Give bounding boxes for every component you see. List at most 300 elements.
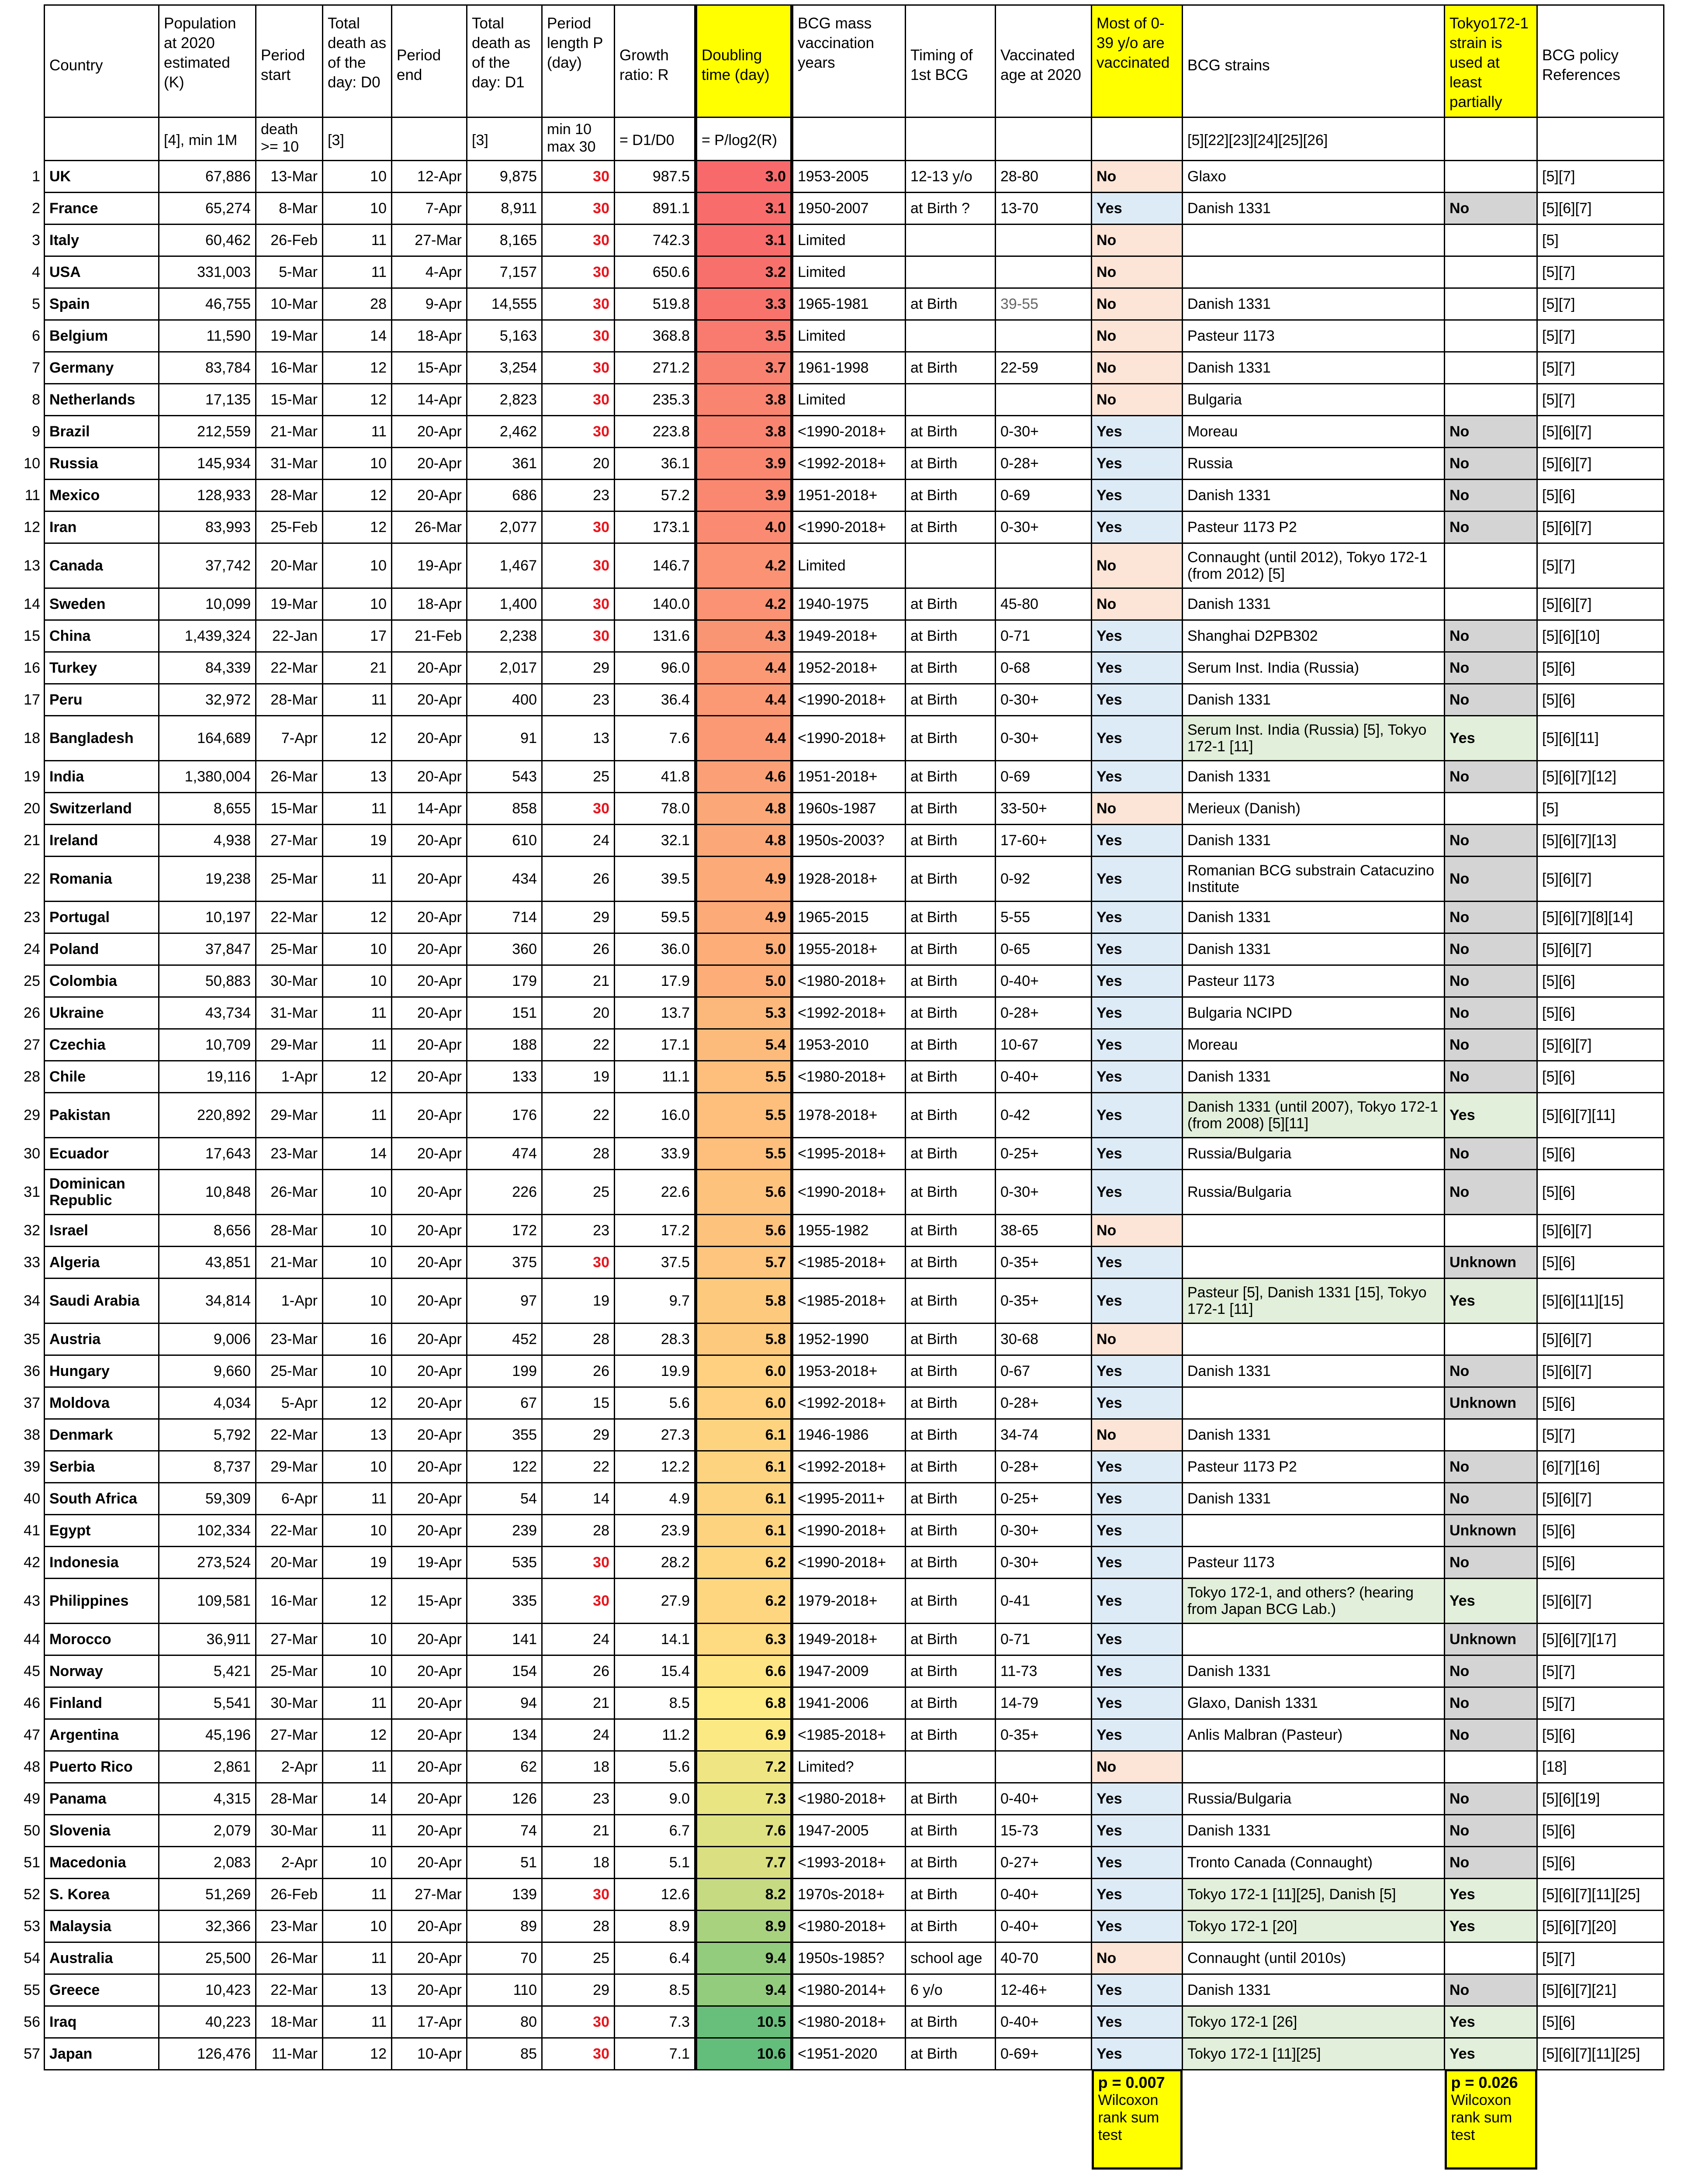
table-row <box>45 448 1664 480</box>
d1-cell: 239 <box>467 1515 542 1547</box>
growth-ratio-cell: 223.8 <box>615 416 696 448</box>
country-cell: Mexico <box>45 480 159 511</box>
period-end-cell: 20-Apr <box>392 1215 467 1247</box>
table-row <box>45 161 1664 193</box>
period-end-cell: 20-Apr <box>392 716 467 761</box>
table-row <box>45 1624 1664 1655</box>
table-row <box>45 716 1664 761</box>
growth-ratio-cell: 9.7 <box>615 1279 696 1324</box>
period-length-cell: 24 <box>542 1624 615 1655</box>
tokyo-cell: No <box>1445 1719 1537 1751</box>
period-length-cell: 30 <box>542 384 615 416</box>
bcg-years-cell: 1950s-2003? <box>792 825 906 857</box>
timing-cell: at Birth <box>906 352 996 384</box>
period-start-cell: 1-Apr <box>256 1279 323 1324</box>
strain-cell: Shanghai D2PB302 <box>1183 620 1445 652</box>
timing-cell: at Birth <box>906 997 996 1029</box>
doubling-time-cell: 5.3 <box>696 997 792 1029</box>
d1-cell: 452 <box>467 1324 542 1355</box>
table-row <box>45 320 1664 352</box>
growth-ratio-cell: 742.3 <box>615 225 696 256</box>
timing-cell: 6 y/o <box>906 1974 996 2006</box>
country-cell: Germany <box>45 352 159 384</box>
row-number: 52 <box>24 1886 40 1903</box>
population-cell: 331,003 <box>159 256 256 288</box>
table-row <box>45 1215 1664 1247</box>
vaccinated-age-cell: 0-35+ <box>996 1279 1092 1324</box>
population-cell: 37,847 <box>159 933 256 965</box>
period-length-cell: 30 <box>542 588 615 620</box>
d0-cell: 11 <box>323 416 392 448</box>
population-cell: 36,911 <box>159 1624 256 1655</box>
most-vaccinated-cell: Yes <box>1092 1093 1183 1138</box>
period-length-cell: 30 <box>542 193 615 225</box>
country-cell: USA <box>45 256 159 288</box>
growth-ratio-cell: 15.4 <box>615 1655 696 1687</box>
d0-cell: 11 <box>323 256 392 288</box>
d0-cell: 11 <box>323 1815 392 1847</box>
table-row <box>45 193 1664 225</box>
table-row <box>45 511 1664 543</box>
most-vaccinated-cell: Yes <box>1092 1029 1183 1061</box>
most-vaccinated-cell: Yes <box>1092 2038 1183 2070</box>
table-row <box>45 1687 1664 1719</box>
country-cell: Australia <box>45 1942 159 1974</box>
table-row <box>45 1029 1664 1061</box>
header-tokyo-strain: Tokyo172-1 strain is used at least partially <box>1445 5 1537 117</box>
vaccinated-age-cell: 0-67 <box>996 1355 1092 1387</box>
vaccinated-age-cell: 0-65 <box>996 933 1092 965</box>
tokyo-cell: Yes <box>1445 2038 1537 2070</box>
country-cell: Malaysia <box>45 1911 159 1942</box>
d0-cell: 19 <box>323 825 392 857</box>
most-vaccinated-cell: Yes <box>1092 1815 1183 1847</box>
subheader-period-start: death >= 10 <box>256 117 323 161</box>
doubling-time-cell: 4.2 <box>696 543 792 588</box>
country-cell: France <box>45 193 159 225</box>
doubling-time-cell: 7.7 <box>696 1847 792 1879</box>
country-cell: Hungary <box>45 1355 159 1387</box>
row-number: 55 <box>24 1982 40 1998</box>
period-start-cell: 5-Mar <box>256 256 323 288</box>
policy-ref-cell: [5][7] <box>1537 161 1664 193</box>
period-end-cell: 20-Apr <box>392 1687 467 1719</box>
period-length-cell: 22 <box>542 1451 615 1483</box>
header-period-length: Period length P (day) <box>542 5 615 117</box>
d1-cell: 1,400 <box>467 588 542 620</box>
doubling-time-cell: 6.0 <box>696 1355 792 1387</box>
growth-ratio-cell: 12.2 <box>615 1451 696 1483</box>
country-cell: Moldova <box>45 1387 159 1419</box>
most-vaccinated-cell: Yes <box>1092 1247 1183 1279</box>
subheader-timing <box>906 117 996 161</box>
timing-cell: at Birth <box>906 1451 996 1483</box>
timing-cell: at Birth <box>906 1029 996 1061</box>
period-end-cell: 20-Apr <box>392 1138 467 1170</box>
strain-cell: Glaxo <box>1183 161 1445 193</box>
tokyo-cell: No <box>1445 511 1537 543</box>
bcg-covid-table <box>44 4 1664 2070</box>
d0-cell: 12 <box>323 2038 392 2070</box>
most-vaccinated-cell: Yes <box>1092 1911 1183 1942</box>
bcg-years-cell: 1965-2015 <box>792 902 906 933</box>
period-end-cell: 20-Apr <box>392 902 467 933</box>
row-number: 6 <box>32 328 40 344</box>
doubling-time-cell: 6.2 <box>696 1547 792 1579</box>
table-row <box>45 1783 1664 1815</box>
d1-cell: 62 <box>467 1751 542 1783</box>
timing-cell <box>906 225 996 256</box>
growth-ratio-cell: 37.5 <box>615 1247 696 1279</box>
doubling-time-cell: 5.5 <box>696 1138 792 1170</box>
d1-cell: 110 <box>467 1974 542 2006</box>
most-vaccinated-cell: Yes <box>1092 761 1183 793</box>
strain-cell: Pasteur 1173 <box>1183 1547 1445 1579</box>
row-number: 49 <box>24 1790 40 1807</box>
strain-cell: Tokyo 172-1 [20] <box>1183 1911 1445 1942</box>
row-number: 32 <box>24 1222 40 1239</box>
row-number: 19 <box>24 768 40 785</box>
vaccinated-age-cell: 5-55 <box>996 902 1092 933</box>
period-length-cell: 26 <box>542 857 615 902</box>
d1-cell: 54 <box>467 1483 542 1515</box>
population-cell: 1,380,004 <box>159 761 256 793</box>
d0-cell: 11 <box>323 1879 392 1911</box>
doubling-time-cell: 7.2 <box>696 1751 792 1783</box>
bcg-years-cell: 1953-2010 <box>792 1029 906 1061</box>
strain-cell: Danish 1331 <box>1183 352 1445 384</box>
period-length-cell: 28 <box>542 1138 615 1170</box>
strain-cell: Danish 1331 <box>1183 1061 1445 1093</box>
period-start-cell: 26-Feb <box>256 1879 323 1911</box>
vaccinated-age-cell: 0-40+ <box>996 965 1092 997</box>
timing-cell: at Birth <box>906 620 996 652</box>
timing-cell: at Birth <box>906 511 996 543</box>
growth-ratio-cell: 5.1 <box>615 1847 696 1879</box>
growth-ratio-cell: 27.3 <box>615 1419 696 1451</box>
d0-cell: 10 <box>323 193 392 225</box>
doubling-time-cell: 5.8 <box>696 1324 792 1355</box>
d0-cell: 12 <box>323 716 392 761</box>
period-end-cell: 20-Apr <box>392 1451 467 1483</box>
most-vaccinated-cell: Yes <box>1092 965 1183 997</box>
row-number: 25 <box>24 973 40 989</box>
d1-cell: 400 <box>467 684 542 716</box>
doubling-time-cell: 3.1 <box>696 225 792 256</box>
country-cell: Ukraine <box>45 997 159 1029</box>
population-cell: 34,814 <box>159 1279 256 1324</box>
bcg-years-cell: 1949-2018+ <box>792 1624 906 1655</box>
country-cell: Panama <box>45 1783 159 1815</box>
period-start-cell: 25-Mar <box>256 1355 323 1387</box>
period-length-cell: 23 <box>542 1215 615 1247</box>
vaccinated-age-cell: 0-28+ <box>996 1451 1092 1483</box>
tokyo-cell: Yes <box>1445 1579 1537 1624</box>
population-cell: 164,689 <box>159 716 256 761</box>
d0-cell: 10 <box>323 1911 392 1942</box>
table-row <box>45 1815 1664 1847</box>
policy-ref-cell: [5][6] <box>1537 480 1664 511</box>
period-start-cell: 20-Mar <box>256 543 323 588</box>
header-d1: Total death as of the day: D1 <box>467 5 542 117</box>
d0-cell: 14 <box>323 1138 392 1170</box>
d0-cell: 10 <box>323 1170 392 1215</box>
d1-cell: 70 <box>467 1942 542 1974</box>
policy-ref-cell: [5][6][7] <box>1537 1483 1664 1515</box>
d1-cell: 474 <box>467 1138 542 1170</box>
d1-cell: 335 <box>467 1579 542 1624</box>
row-number: 3 <box>32 232 40 249</box>
doubling-time-cell: 4.8 <box>696 793 792 825</box>
timing-cell: at Birth <box>906 1247 996 1279</box>
population-cell: 2,079 <box>159 1815 256 1847</box>
population-cell: 128,933 <box>159 480 256 511</box>
period-end-cell: 10-Apr <box>392 2038 467 2070</box>
country-cell: Macedonia <box>45 1847 159 1879</box>
period-length-cell: 29 <box>542 902 615 933</box>
country-cell: Slovenia <box>45 1815 159 1847</box>
tokyo-cell <box>1445 256 1537 288</box>
population-cell: 32,366 <box>159 1911 256 1942</box>
doubling-time-cell: 4.2 <box>696 588 792 620</box>
period-length-cell: 15 <box>542 1387 615 1419</box>
most-vaccinated-cell: No <box>1092 1324 1183 1355</box>
most-vaccinated-cell: Yes <box>1092 1138 1183 1170</box>
d1-cell: 8,911 <box>467 193 542 225</box>
policy-ref-cell: [5][6][7] <box>1537 1029 1664 1061</box>
bcg-years-cell: 1947-2005 <box>792 1815 906 1847</box>
population-cell: 8,737 <box>159 1451 256 1483</box>
table-row <box>45 1847 1664 1879</box>
d0-cell: 11 <box>323 1029 392 1061</box>
bcg-years-cell: 1970s-2018+ <box>792 1879 906 1911</box>
growth-ratio-cell: 23.9 <box>615 1515 696 1547</box>
tokyo-cell <box>1445 320 1537 352</box>
period-start-cell: 29-Mar <box>256 1029 323 1061</box>
country-cell: Netherlands <box>45 384 159 416</box>
most-vaccinated-cell: No <box>1092 161 1183 193</box>
period-end-cell: 4-Apr <box>392 256 467 288</box>
doubling-time-cell: 5.5 <box>696 1093 792 1138</box>
table-row <box>45 1974 1664 2006</box>
growth-ratio-cell: 33.9 <box>615 1138 696 1170</box>
growth-ratio-cell: 12.6 <box>615 1879 696 1911</box>
period-start-cell: 26-Mar <box>256 1170 323 1215</box>
growth-ratio-cell: 7.3 <box>615 2006 696 2038</box>
growth-ratio-cell: 11.1 <box>615 1061 696 1093</box>
most-vaccinated-cell: Yes <box>1092 1783 1183 1815</box>
period-start-cell: 22-Mar <box>256 1419 323 1451</box>
population-cell: 10,423 <box>159 1974 256 2006</box>
table-row <box>45 256 1664 288</box>
period-end-cell: 20-Apr <box>392 1783 467 1815</box>
country-cell: Algeria <box>45 1247 159 1279</box>
strain-cell: Danish 1331 <box>1183 1974 1445 2006</box>
bcg-years-cell: 1955-1982 <box>792 1215 906 1247</box>
row-number: 23 <box>24 909 40 926</box>
doubling-time-cell: 5.7 <box>696 1247 792 1279</box>
tokyo-cell: No <box>1445 1547 1537 1579</box>
growth-ratio-cell: 146.7 <box>615 543 696 588</box>
bcg-years-cell: <1992-2018+ <box>792 1387 906 1419</box>
period-start-cell: 16-Mar <box>256 1579 323 1624</box>
growth-ratio-cell: 9.0 <box>615 1783 696 1815</box>
doubling-time-cell: 3.2 <box>696 256 792 288</box>
country-cell: South Africa <box>45 1483 159 1515</box>
policy-ref-cell: [5][6][7] <box>1537 588 1664 620</box>
period-end-cell: 12-Apr <box>392 161 467 193</box>
bcg-years-cell: Limited <box>792 384 906 416</box>
row-number: 21 <box>24 832 40 849</box>
period-start-cell: 22-Mar <box>256 652 323 684</box>
population-cell: 83,993 <box>159 511 256 543</box>
bcg-years-cell: 1979-2018+ <box>792 1579 906 1624</box>
d0-cell: 10 <box>323 161 392 193</box>
vaccinated-age-cell: 45-80 <box>996 588 1092 620</box>
row-number: 54 <box>24 1950 40 1966</box>
period-length-cell: 23 <box>542 684 615 716</box>
table-row <box>45 1061 1664 1093</box>
doubling-time-cell: 6.3 <box>696 1624 792 1655</box>
bcg-years-cell: 1950-2007 <box>792 193 906 225</box>
period-start-cell: 31-Mar <box>256 997 323 1029</box>
header-bcg-strains: BCG strains <box>1183 5 1445 117</box>
growth-ratio-cell: 519.8 <box>615 288 696 320</box>
table-row <box>45 1355 1664 1387</box>
policy-ref-cell: [5][7] <box>1537 320 1664 352</box>
bcg-years-cell: <1980-2018+ <box>792 2006 906 2038</box>
most-vaccinated-cell: Yes <box>1092 1451 1183 1483</box>
bcg-years-cell: 1978-2018+ <box>792 1093 906 1138</box>
doubling-time-cell: 3.1 <box>696 193 792 225</box>
country-cell: Serbia <box>45 1451 159 1483</box>
d0-cell: 12 <box>323 902 392 933</box>
period-end-cell: 15-Apr <box>392 1579 467 1624</box>
timing-cell: at Birth <box>906 1170 996 1215</box>
table-row <box>45 1138 1664 1170</box>
period-length-cell: 30 <box>542 352 615 384</box>
period-end-cell: 20-Apr <box>392 965 467 997</box>
bcg-years-cell: <1980-2014+ <box>792 1974 906 2006</box>
country-cell: Canada <box>45 543 159 588</box>
most-vaccinated-cell: Yes <box>1092 1579 1183 1624</box>
row-number: 42 <box>24 1554 40 1571</box>
tokyo-cell: No <box>1445 1815 1537 1847</box>
period-length-cell: 26 <box>542 1355 615 1387</box>
policy-ref-cell: [5][6] <box>1537 1061 1664 1093</box>
period-length-cell: 30 <box>542 1579 615 1624</box>
tokyo-cell: No <box>1445 1061 1537 1093</box>
country-cell: S. Korea <box>45 1879 159 1911</box>
d1-cell: 5,163 <box>467 320 542 352</box>
bcg-years-cell: 1961-1998 <box>792 352 906 384</box>
header-population: Population at 2020 estimated (K) <box>159 5 256 117</box>
country-cell: Iran <box>45 511 159 543</box>
country-cell: Portugal <box>45 902 159 933</box>
period-length-cell: 24 <box>542 1719 615 1751</box>
header-row <box>45 5 1664 117</box>
country-cell: India <box>45 761 159 793</box>
timing-cell: at Birth <box>906 1547 996 1579</box>
bcg-years-cell: Limited <box>792 256 906 288</box>
row-number: 35 <box>24 1331 40 1348</box>
bcg-years-cell: 1928-2018+ <box>792 857 906 902</box>
country-cell: Russia <box>45 448 159 480</box>
d0-cell: 11 <box>323 1093 392 1138</box>
timing-cell <box>906 256 996 288</box>
most-vaccinated-cell: Yes <box>1092 933 1183 965</box>
d1-cell: 91 <box>467 716 542 761</box>
d0-cell: 11 <box>323 2006 392 2038</box>
strain-cell: Tokyo 172-1 [11][25] <box>1183 2038 1445 2070</box>
vaccinated-age-cell: 0-92 <box>996 857 1092 902</box>
country-cell: China <box>45 620 159 652</box>
timing-cell: at Birth <box>906 1655 996 1687</box>
doubling-time-cell: 5.0 <box>696 965 792 997</box>
period-length-cell: 26 <box>542 933 615 965</box>
period-length-cell: 30 <box>542 416 615 448</box>
population-cell: 109,581 <box>159 1579 256 1624</box>
most-vaccinated-cell: Yes <box>1092 1687 1183 1719</box>
policy-ref-cell: [5][6][19] <box>1537 1783 1664 1815</box>
period-length-cell: 29 <box>542 652 615 684</box>
row-number: 4 <box>32 264 40 280</box>
period-start-cell: 27-Mar <box>256 825 323 857</box>
timing-cell: at Birth <box>906 825 996 857</box>
vaccinated-age-cell: 14-79 <box>996 1687 1092 1719</box>
row-number: 15 <box>24 628 40 644</box>
d0-cell: 10 <box>323 933 392 965</box>
tokyo-cell: Unknown <box>1445 1515 1537 1547</box>
doubling-time-cell: 6.1 <box>696 1419 792 1451</box>
tokyo-cell <box>1445 543 1537 588</box>
row-number: 30 <box>24 1145 40 1162</box>
table-row <box>45 1547 1664 1579</box>
policy-ref-cell: [5][6][7] <box>1537 857 1664 902</box>
policy-ref-cell: [5][6] <box>1537 997 1664 1029</box>
bcg-years-cell: 1960s-1987 <box>792 793 906 825</box>
population-cell: 84,339 <box>159 652 256 684</box>
vaccinated-age-cell: 0-35+ <box>996 1719 1092 1751</box>
bcg-years-cell: 1950s-1985? <box>792 1942 906 1974</box>
period-length-cell: 21 <box>542 1815 615 1847</box>
d1-cell: 126 <box>467 1783 542 1815</box>
population-cell: 4,315 <box>159 1783 256 1815</box>
period-length-cell: 29 <box>542 1974 615 2006</box>
strain-cell: Tokyo 172-1 [26] <box>1183 2006 1445 2038</box>
most-vaccinated-cell: No <box>1092 543 1183 588</box>
strain-cell: Danish 1331 <box>1183 193 1445 225</box>
d1-cell: 9,875 <box>467 161 542 193</box>
timing-cell: at Birth <box>906 1061 996 1093</box>
policy-ref-cell: [5][6][11][15] <box>1537 1279 1664 1324</box>
population-cell: 10,197 <box>159 902 256 933</box>
timing-cell: at Birth <box>906 1847 996 1879</box>
table-row <box>45 2038 1664 2070</box>
policy-ref-cell: [5][7] <box>1537 1419 1664 1451</box>
period-length-cell: 22 <box>542 1029 615 1061</box>
d1-cell: 133 <box>467 1061 542 1093</box>
table-row <box>45 225 1664 256</box>
policy-ref-cell: [5][6][7][8][14] <box>1537 902 1664 933</box>
row-number: 2 <box>32 200 40 217</box>
tokyo-cell: No <box>1445 1170 1537 1215</box>
timing-cell: at Birth <box>906 1138 996 1170</box>
growth-ratio-cell: 13.7 <box>615 997 696 1029</box>
period-start-cell: 27-Mar <box>256 1624 323 1655</box>
strain-cell: Danish 1331 <box>1183 684 1445 716</box>
period-start-cell: 15-Mar <box>256 384 323 416</box>
